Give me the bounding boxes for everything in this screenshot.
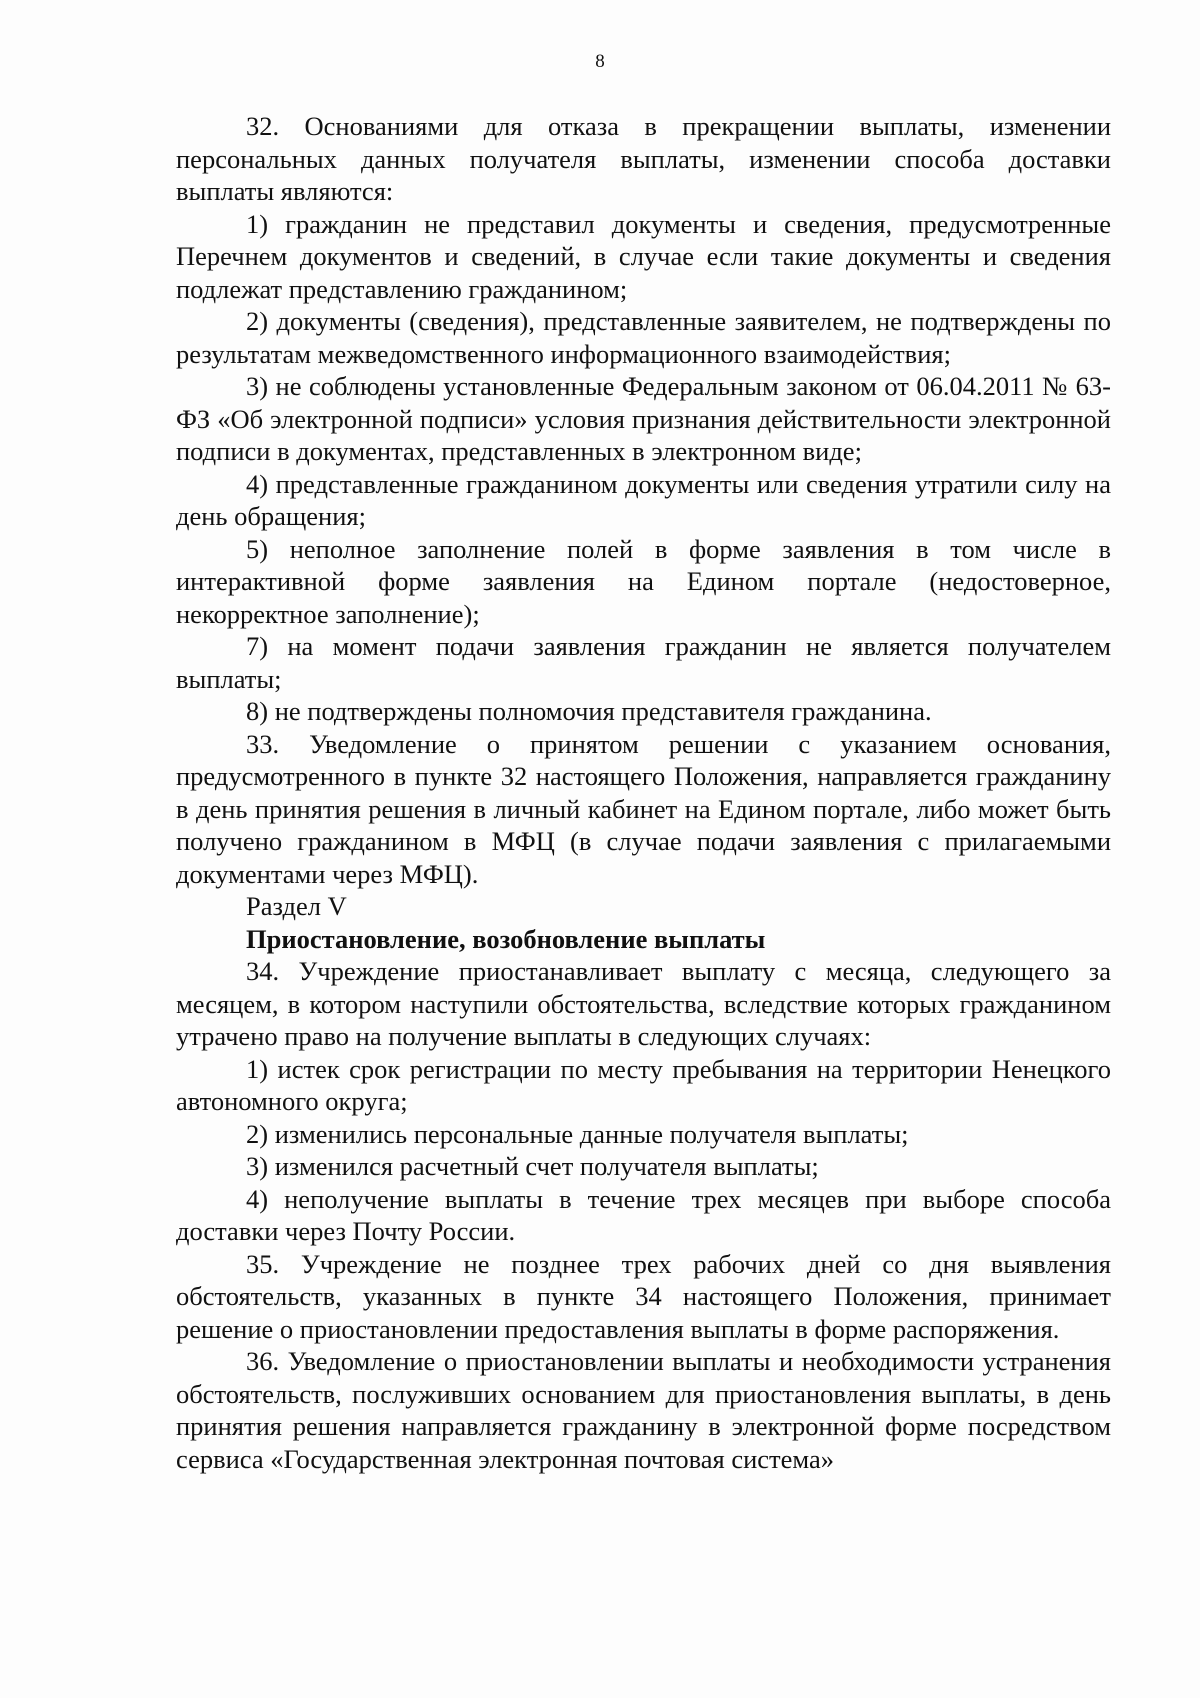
paragraph-32-item-2: 2) документы (сведения), представленные заявителем, не подтверждены по результатам межведомственного информационного взаимодействия; (176, 306, 1111, 369)
paragraph-33: 33. Уведомление о принятом решении с указанием основания, предусмотренного в пункте 32 настоящего Положения, направляется гражданину в день принятия решения в личный кабинет на Едином портале, либо может быть получено гражданином в МФЦ (в случае подачи заявления с прилагаемыми документами через МФЦ). (176, 728, 1111, 889)
paragraph-36: 36. Уведомление о приостановлении выплаты и необходимости устранения обстоятельств, послуживших основанием для приостановления выплаты, в день принятия решения направляется гражданину в электронной форме посредством сервиса «Государственная электронная почтовая система» (176, 1346, 1111, 1474)
section-label: Раздел V (246, 891, 347, 921)
paragraph-32: 32. Основаниями для отказа в прекращении выплаты, изменении персональных данных получателя выплаты, изменении способа доставки выплаты являются: (176, 111, 1111, 206)
paragraph-34: 34. Учреждение приостанавливает выплату с месяца, следующего за месяцем, в котором наступили обстоятельства, вследствие которых гражданином утрачено право на получение выплаты в следующих случаях: (176, 956, 1111, 1051)
document-body (176, 110, 1111, 1475)
paragraph-35: 35. Учреждение не позднее трех рабочих дней со дня выявления обстоятельств, указанных в пункте 34 настоящего Положения, принимает решение о приостановлении предоставления выплаты в форме распоряжения. (176, 1248, 1111, 1344)
paragraph-32-item-8: 8) не подтверждены полномочия представителя гражданина. (246, 696, 932, 726)
paragraph-32-item-7: 7) на момент подачи заявления гражданин не является получателем выплаты; (176, 631, 1111, 694)
paragraph-32-item-1: 1) гражданин не представил документы и сведения, предусмотренные Перечнем документов и сведений, в случае если такие документы и сведения подлежат представлению гражданином; (176, 208, 1111, 304)
section-title: Приостановление, возобновление выплаты (246, 923, 766, 954)
paragraph-32-item-3: 3) не соблюдены установленные Федеральным законом от 06.04.2011 № 63-ФЗ «Об электронной подписи» условия признания действительности электронной подписи в документах, представленных в электронном виде; (176, 371, 1111, 466)
paragraph-34-item-1: 1) истек срок регистрации по месту пребывания на территории Ненецкого автономного округа; (176, 1053, 1111, 1116)
paragraph-34-item-3: 3) изменился расчетный счет получателя выплаты; (246, 1151, 819, 1181)
paragraph-32-item-4: 4) представленные гражданином документы или сведения утратили силу на день обращения; (176, 468, 1111, 531)
paragraph-34-item-4: 4) неполучение выплаты в течение трех месяцев при выборе способа доставки через Почту России. (176, 1183, 1111, 1246)
paragraph-32-item-5: 5) неполное заполнение полей в форме заявления в том числе в интерактивной форме заявления на Едином портале (недостоверное, некорректное заполнение); (176, 533, 1111, 629)
paragraph-34-item-2: 2) изменились персональные данные получателя выплаты; (246, 1118, 909, 1149)
page-number: 8 (595, 51, 605, 72)
